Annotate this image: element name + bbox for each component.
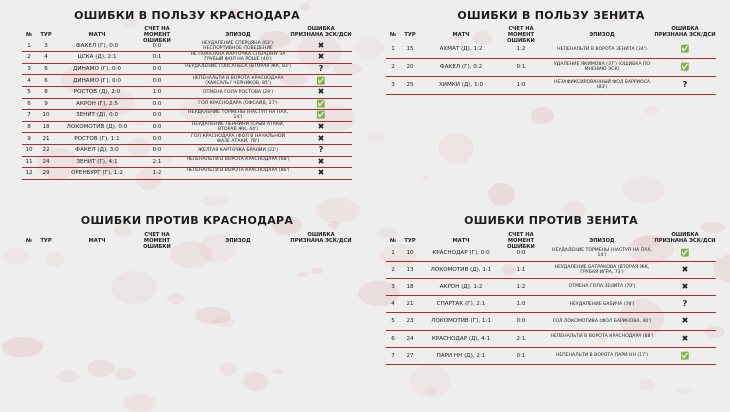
cell-episode: ОТМЕНА ГОЛА ЗЕНИТА (70'): [568, 284, 636, 290]
cell-episode: НЕ ПОКАЗАНА КАРТОЧКА СПЕРЦЯНУ ЗА ГРУБЫЙ ФОЛ НА РОШЕ (40'): [190, 52, 286, 63]
panel-title: ОШИБКИ В ПОЛЬЗУ ЗЕНИТА: [457, 9, 645, 22]
cell-episode: ЖЕЛТАЯ КАРТОЧКА БРАНИИ (22'): [197, 147, 279, 153]
cell-score: 0:0: [152, 123, 162, 130]
cell-score: 0:1: [516, 352, 526, 359]
cell-num: 6: [391, 335, 395, 342]
cell-match: ДИНАМО (Г), 0:0: [73, 77, 121, 84]
cell-tour: 3: [44, 42, 48, 49]
panel-title: ОШИБКИ ПРОТИВ КРАСНОДАРА: [80, 214, 294, 227]
cell-score: 0:0: [152, 147, 162, 154]
panel-zenit-against: [386, 205, 716, 405]
cell-episode: НЕУДАЛЕНИЕ БАБИЧА (78'): [569, 301, 635, 307]
table-row: [22, 40, 352, 52]
cross-icon: ✖: [317, 40, 325, 50]
header-status: ОШИБКА ПРИЗНАНА ЭСК/ДСИ: [654, 232, 716, 244]
cell-score: 1:2: [152, 170, 162, 177]
cell-score: 1:0: [516, 82, 526, 88]
check-icon: ✅: [316, 111, 326, 120]
check-icon: ✅: [316, 76, 326, 85]
cell-episode: НЕПЕНАЛЬТИ В ВОРОТА КРАСНОДАРА (ХАКСАЛЬ? ЧЕРНИКОВ, 85'): [192, 75, 284, 86]
cell-tour: 24: [42, 158, 50, 165]
cell-episode: НЕУДАЛЕНИЕ ЛЕННИНИ (СРЫВ АТАКИ, ВТОРАЯ ЖК, 44'): [191, 121, 285, 132]
cell-tour: 23: [406, 318, 414, 325]
table-row: [386, 330, 716, 347]
row-divider: [22, 179, 352, 180]
header-tour: ТУР: [40, 238, 52, 244]
cell-match: АКРОН (Д), 1:2: [439, 283, 483, 290]
panel-title: ОШИБКИ ПРОТИВ ЗЕНИТА: [464, 214, 638, 227]
cross-icon: ✖: [317, 87, 325, 97]
panel-krasnodar-against: [22, 205, 352, 405]
cell-tour: 18: [406, 283, 414, 290]
cell-match: АХМАТ (Д), 1:2: [439, 46, 483, 52]
header-episode: ЭПИЗОД: [589, 32, 615, 38]
cell-match: ФАКЕЛ (Г), 0:2: [439, 64, 483, 70]
cell-score: 0:0: [152, 135, 162, 142]
table-row: [22, 144, 352, 156]
header-num: №: [389, 32, 397, 38]
cell-tour: 8: [44, 89, 48, 96]
header-tour: ТУР: [40, 32, 52, 38]
header-num: №: [25, 32, 33, 38]
header-score: СЧЕТ НА МОМЕНТ ОШИБКИ: [507, 232, 535, 250]
cell-num: 11: [25, 158, 33, 165]
cross-icon: ✖: [317, 121, 325, 131]
table-row: [386, 278, 716, 295]
cell-match: КРАСНОДАР (Д), 4:1: [431, 335, 491, 342]
cell-episode: НЕУДАЛЕНИЕ ТОРМЕНЫ (НАСТУП НА ПАХ, 14'): [552, 247, 652, 258]
header-match: МАТЧ: [452, 32, 470, 38]
table-row: [22, 86, 352, 98]
cell-score: 0:0: [152, 112, 162, 119]
table-row: [22, 156, 352, 168]
cross-icon: ✖: [681, 281, 689, 291]
cell-num: 7: [27, 112, 31, 119]
cell-tour: 10: [42, 112, 50, 119]
header-episode: ЭПИЗОД: [225, 32, 251, 38]
cell-num: 3: [27, 65, 31, 72]
cell-episode: НЕПЕНАЛЬТИ В ВОРОТА ПАРИ НН (17'): [555, 353, 649, 359]
table-row: [386, 244, 716, 261]
cell-num: 10: [25, 147, 33, 154]
cell-tour: 20: [406, 64, 414, 70]
cross-icon: ✖: [681, 264, 689, 274]
cross-icon: ✖: [317, 156, 325, 166]
cell-match: АКРОН (Г), 2:5: [76, 100, 118, 107]
table-row: [22, 133, 352, 145]
cell-num: 4: [391, 301, 395, 308]
cell-match: ЛОКОМОТИВ (Д), 1:1: [430, 266, 492, 273]
header-status: ОШИБКА ПРИЗНАНА ЭСК/ДСИ: [290, 26, 352, 38]
table-row: [22, 63, 352, 75]
table-row: [386, 58, 716, 76]
header-num: №: [389, 238, 397, 244]
header-score: СЧЕТ НА МОМЕНТ ОШИБКИ: [143, 232, 171, 250]
cell-score: 1:0: [152, 89, 162, 96]
cell-num: 2: [391, 64, 395, 70]
table-row: [386, 40, 716, 58]
table-row: [22, 110, 352, 122]
cell-tour: 21: [42, 135, 50, 142]
cell-score: 0:0: [152, 100, 162, 107]
cell-match: РОСТОВ (Д), 2:0: [73, 89, 121, 96]
cell-score: 1:0: [516, 301, 526, 308]
cell-tour: 15: [406, 46, 414, 52]
cell-episode: НЕУДАЛЕНИЕ БАТРАКОВА (ВТОРАЯ ЖК, ГРУБАЯ ИГРА, 73'): [554, 264, 650, 275]
row-divider: [386, 94, 716, 95]
cell-num: 6: [27, 100, 31, 107]
header-num: №: [25, 238, 33, 244]
cell-tour: 4: [44, 54, 48, 61]
table-row: [386, 76, 716, 94]
cell-match: СПАРТАК (Г), 2:1: [436, 301, 486, 308]
check-icon: ✅: [316, 99, 326, 108]
cell-score: 0:1: [152, 54, 162, 61]
table-row: [22, 52, 352, 64]
cell-tour: 13: [406, 266, 414, 273]
cross-icon: ✖: [317, 133, 325, 143]
cell-num: 2: [27, 54, 31, 61]
cell-score: 1:1: [516, 266, 526, 273]
header-score: СЧЕТ НА МОМЕНТ ОШИБКИ: [507, 26, 535, 44]
cell-num: 4: [27, 77, 31, 84]
question-icon: ?: [682, 299, 688, 309]
header-score: СЧЕТ НА МОМЕНТ ОШИБКИ: [143, 26, 171, 44]
background-speck: [354, 37, 384, 59]
cell-match: ДИНАМО (Г), 0:0: [73, 65, 121, 72]
cell-num: 3: [391, 283, 395, 290]
cell-match: ЦСКА (Д), 2:1: [77, 54, 117, 61]
table-row: [22, 75, 352, 87]
cross-icon: ✖: [317, 168, 325, 178]
cell-score: 1:2: [516, 46, 526, 52]
cell-match: ЛОКОМОТИВ (Г), 1:1: [431, 318, 491, 325]
cell-score: 0:0: [152, 77, 162, 84]
cell-match: КРАСНОДАР (Г), 0:0: [432, 249, 490, 256]
header-match: МАТЧ: [88, 32, 106, 38]
check-icon: ✅: [680, 248, 690, 257]
cell-tour: 9: [44, 100, 48, 107]
cell-episode: НЕПЕНАЛЬТИ В ВОРОТА КРАСНОДАРА (86'): [186, 168, 290, 174]
cell-episode: ГОЛ КРАСНОДАРА (ФОЛ В НАЧАЛЬНОЙ ФАЗЕ АТАКИ, 78'): [191, 133, 285, 144]
header-tour: ТУР: [404, 32, 416, 38]
cell-score: 0:0: [516, 318, 526, 325]
table-row: [22, 168, 352, 180]
header-episode: ЭПИЗОД: [225, 238, 251, 244]
table-row: [22, 98, 352, 110]
panel-title: ОШИБКИ В ПОЛЬЗУ КРАСНОДАРА: [74, 9, 300, 22]
cell-num: 5: [391, 318, 395, 325]
header-status: ОШИБКА ПРИЗНАНА ЭСК/ДСИ: [654, 26, 716, 38]
cell-tour: 25: [406, 82, 414, 88]
table-row: [386, 261, 716, 278]
cell-tour: 27: [406, 352, 414, 359]
cell-score: 2:1: [152, 158, 162, 165]
cell-match: ФАКЕЛ (Д), 3:0: [75, 147, 119, 154]
cell-match: ЗЕНИТ (Г), 4:1: [76, 158, 118, 165]
cell-episode: НЕУДАЛЕНИЕ ТОРМЕНЫ (НАСТУП НА ПАХ, 14'): [188, 110, 288, 121]
cell-tour: 10: [406, 249, 414, 256]
cell-num: 8: [27, 123, 31, 130]
cell-tour: 21: [406, 301, 414, 308]
cell-episode: ГОЛ КРАСНОДАРА (ОФСАЙД, 27'): [198, 101, 278, 107]
question-icon: ?: [318, 63, 324, 73]
cell-episode: НЕУДАЛЕНИЕ СПЕРЦЯНА (63'): НЕСПОРТИВНОЕ ПОВЕДЕНИЕ: [201, 40, 275, 51]
header-match: МАТЧ: [452, 238, 470, 244]
cell-num: 7: [391, 352, 395, 359]
cell-episode: НЕПЕНАЛЬТИ В ВОРОТА ЗЕНИТА (34'): [557, 46, 647, 52]
header-status: ОШИБКА ПРИЗНАНА ЭСК/ДСИ: [290, 232, 352, 244]
cell-score: 1:2: [516, 283, 526, 290]
cross-icon: ✖: [681, 316, 689, 326]
table-row: [386, 347, 716, 364]
cell-tour: 6: [44, 77, 48, 84]
header-match: МАТЧ: [88, 238, 106, 244]
table-row: [22, 121, 352, 133]
header-tour: ТУР: [404, 238, 416, 244]
cell-episode: НЕПЕНАЛЬТИ В ВОРОТА КРАСНОДАРА (68'): [550, 333, 654, 339]
check-icon: ✅: [680, 63, 690, 71]
cell-num: 5: [27, 89, 31, 96]
question-icon: ?: [318, 145, 324, 155]
cell-tour: 18: [42, 123, 50, 130]
check-icon: ✅: [680, 351, 690, 360]
table-row: [386, 296, 716, 313]
cell-score: 0:0: [516, 249, 526, 256]
cell-score: 2:1: [516, 335, 526, 342]
cell-tour: 24: [406, 335, 414, 342]
cell-num: 1: [27, 42, 31, 49]
cell-episode: НЕЗАФИКСИРОВАННЫЙ ФОЛ БАРРИОСА (83'): [554, 80, 650, 90]
cell-match: ЛОКОМОТИВ (Д), 0:0: [66, 123, 128, 130]
cell-match: РОСТОВ (Г), 1:1: [74, 135, 120, 142]
cell-num: 3: [391, 82, 395, 88]
cell-num: 1: [391, 46, 395, 52]
cell-match: ФАКЕЛ (Г), 0:0: [75, 42, 119, 49]
background-speck: [367, 132, 385, 143]
cell-match: ПАРИ НН (Д), 2:1: [436, 352, 486, 359]
cell-tour: 29: [42, 170, 50, 177]
cell-score: 0:0: [152, 65, 162, 72]
cell-match: ЗЕНИТ (Д), 0:0: [76, 112, 118, 119]
cell-num: 12: [25, 170, 33, 177]
panel-krasnodar-for: [22, 0, 352, 205]
cell-match: ХИМКИ (Д), 1:0: [438, 82, 484, 88]
row-divider: [386, 364, 716, 365]
cross-icon: ✖: [681, 333, 689, 343]
cell-score: 0:1: [516, 64, 526, 70]
cross-icon: ✖: [317, 52, 325, 62]
table-header: [22, 232, 352, 254]
cell-tour: 22: [42, 147, 50, 154]
cell-num: 9: [27, 135, 31, 142]
cell-num: 2: [391, 266, 395, 273]
cell-episode: ОТМЕНА ГОЛА РОСТОВА (29'): [202, 89, 274, 95]
cell-match: ОРЕНБУРГ (Г), 1:2: [71, 170, 123, 177]
cell-episode: УДАЛЕНИЕ ЯКИМОВА (37') (ОШИБКА ПО МНЕНИЮ ЭСК): [553, 62, 651, 72]
question-icon: ?: [682, 80, 688, 89]
table-row: [386, 313, 716, 330]
panel-zenit-for: [386, 0, 716, 205]
check-icon: ✅: [680, 45, 690, 53]
cell-tour: 6: [44, 65, 48, 72]
cell-episode: ГОЛ ЛОКОМОТИВА (ФОЛ БАРИНОВА, 40'): [552, 318, 652, 324]
cell-num: 1: [391, 249, 395, 256]
header-episode: ЭПИЗОД: [589, 238, 615, 244]
cell-episode: НЕПЕНАЛЬТИ В ВОРОТА КРАСНОДАРА (68'): [186, 156, 290, 162]
cell-score: 0:0: [152, 42, 162, 49]
cell-episode: НЕУДАЛЕНИЕ ГОНСАЛЕСА (ВТОРАЯ ЖК, 83'): [185, 63, 291, 69]
